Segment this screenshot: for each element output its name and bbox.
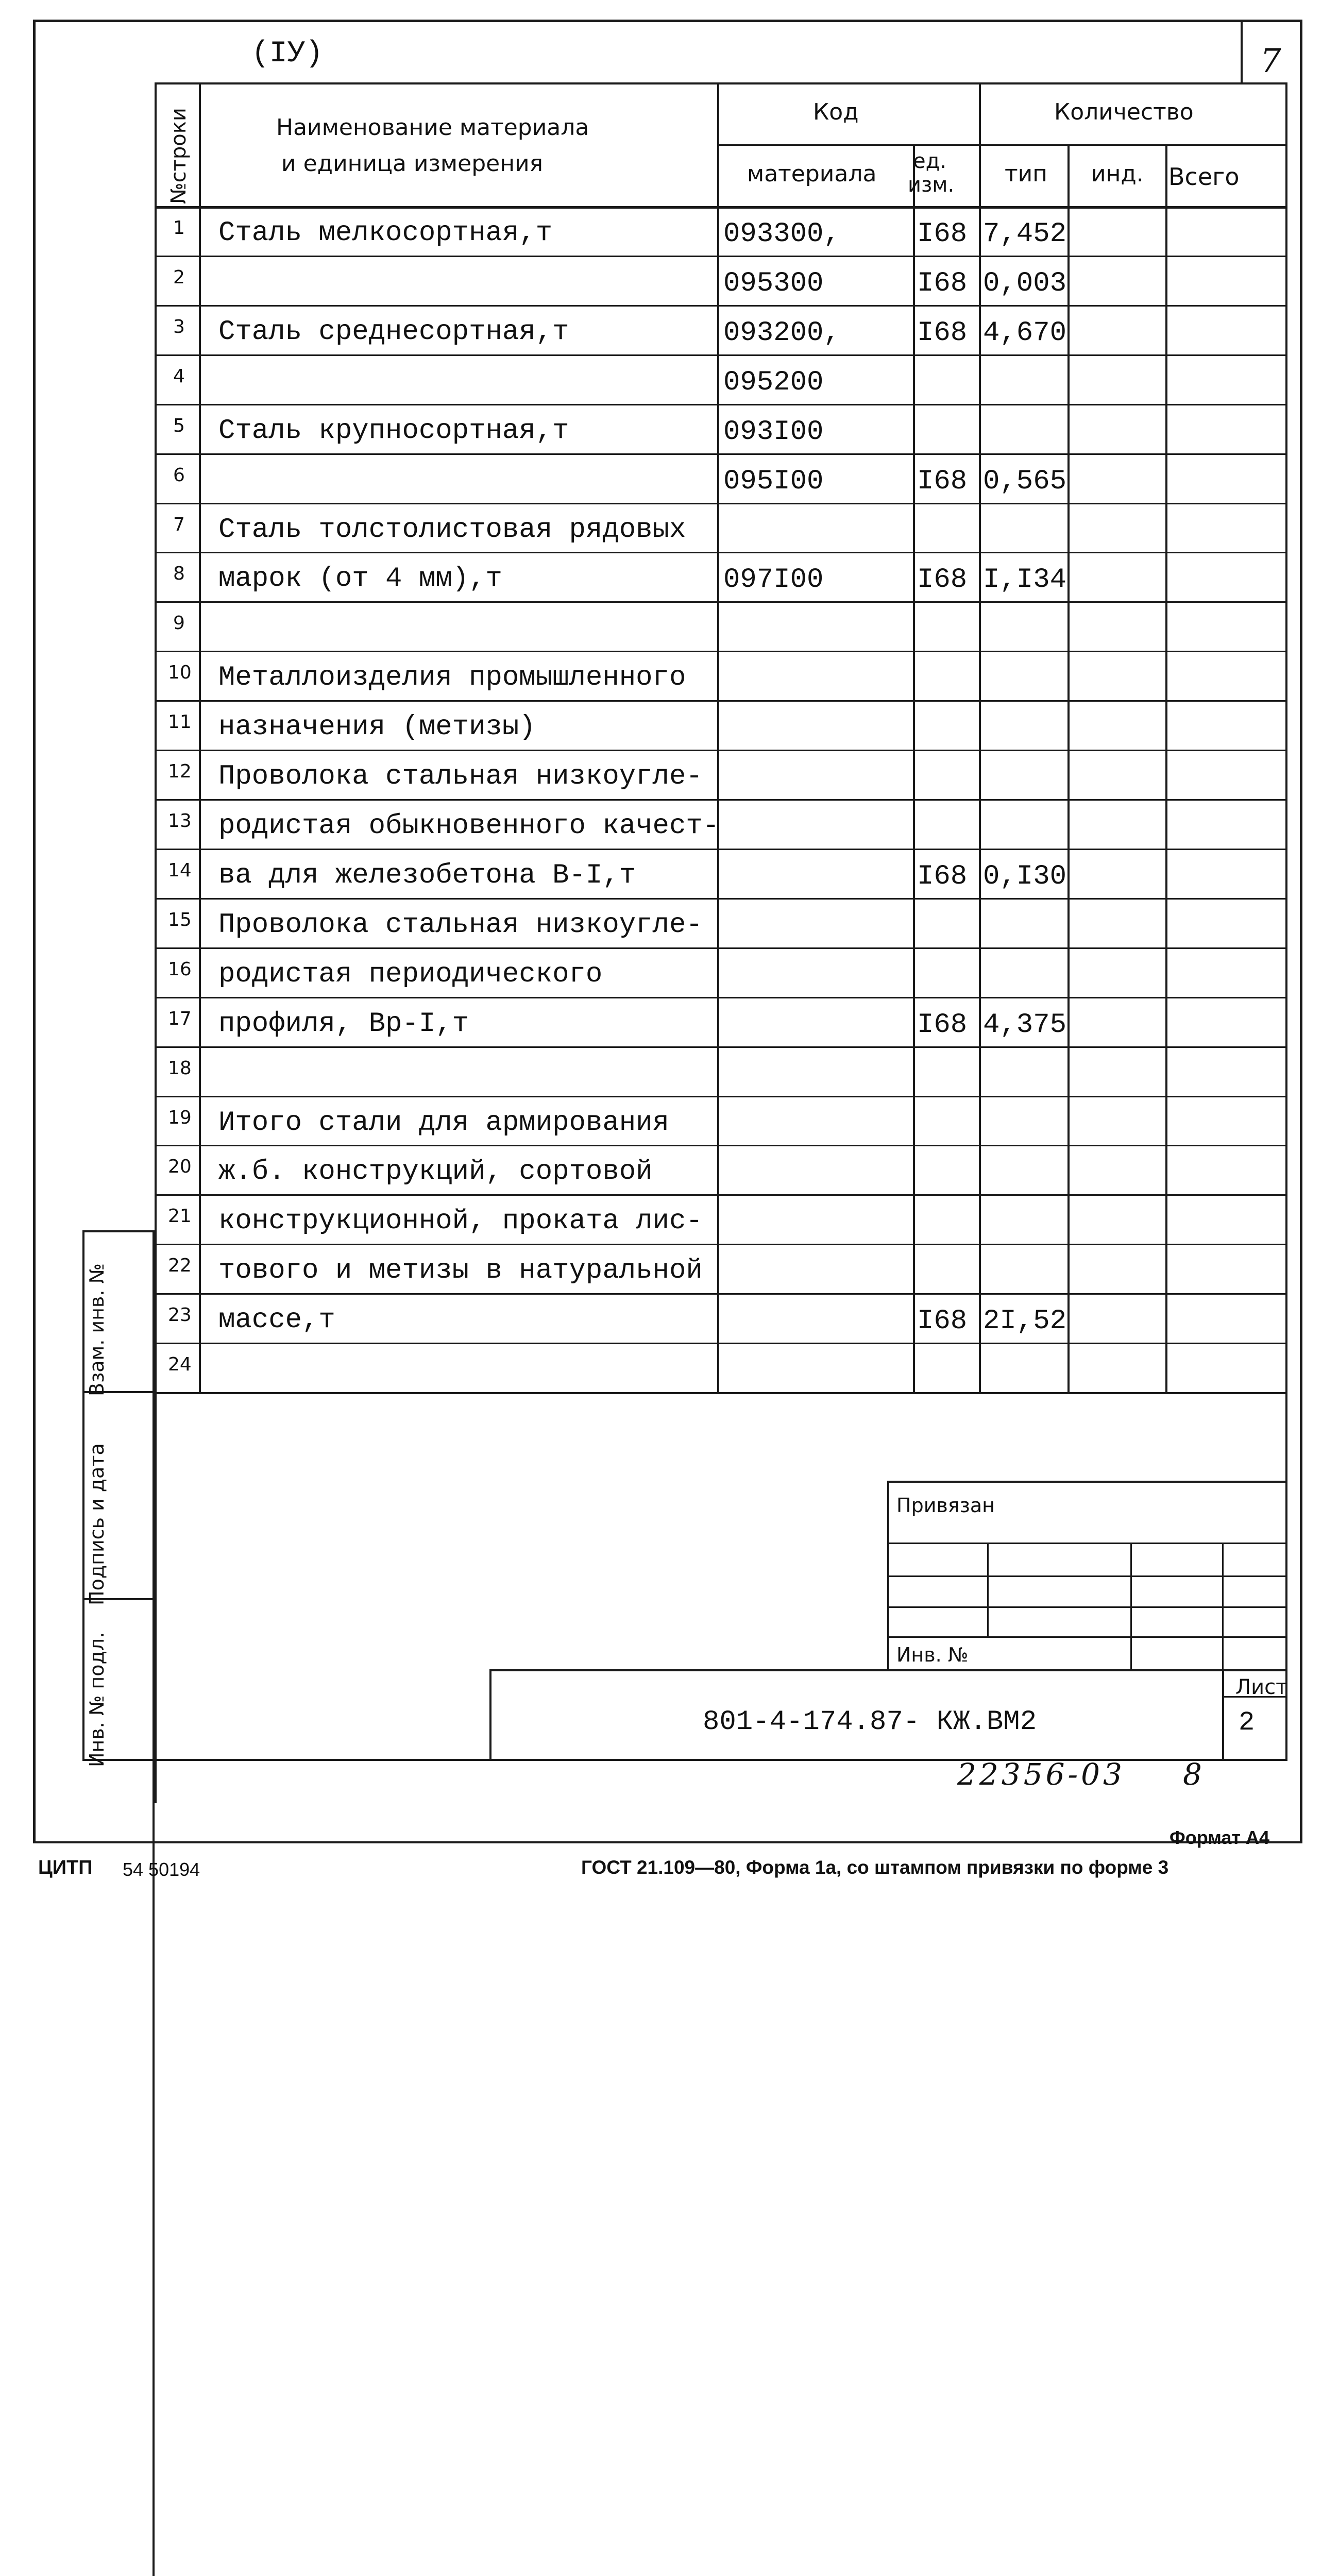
row-name: родистая периодического <box>218 958 603 990</box>
header-code-unit-line2: изм. <box>908 173 955 197</box>
row-line-10 <box>155 651 1285 652</box>
footer-left: ЦИТП <box>38 1857 93 1878</box>
row-number: 19 <box>168 1107 192 1128</box>
row-number: 6 <box>173 464 185 486</box>
title-left <box>489 1669 491 1761</box>
row-line-7 <box>155 503 1285 504</box>
footer-format: Формат А4 <box>1169 1827 1270 1848</box>
row-code: 095I00 <box>723 465 824 497</box>
header-code: Код <box>813 99 859 125</box>
row-number: 1 <box>173 217 185 239</box>
header-qty-total: Всего <box>1168 163 1240 191</box>
row-number: 16 <box>168 958 192 980</box>
row-type: 4,670 <box>983 317 1067 349</box>
row-number: 11 <box>168 711 192 733</box>
row-type: 4,375 <box>983 1009 1067 1041</box>
row-number: 7 <box>173 514 185 535</box>
row-number: 3 <box>173 316 185 337</box>
row-line-20 <box>155 1145 1285 1146</box>
header-row-number: №строки <box>167 108 191 204</box>
row-number: 18 <box>168 1057 192 1079</box>
header-name-line1: Наименование материала <box>276 114 589 141</box>
stamp-col-2 <box>1130 1543 1132 1669</box>
row-code: 095300 <box>723 267 824 299</box>
row-line-21 <box>155 1194 1285 1196</box>
row-name: Сталь мелкосортная,т <box>218 217 553 249</box>
row-number: 12 <box>168 761 192 783</box>
header-sub-line <box>717 144 1285 146</box>
header-qty-ind: инд. <box>1091 161 1144 187</box>
stamp-list-value: 2 <box>1239 1707 1255 1738</box>
row-line-2 <box>155 256 1285 257</box>
side-col-left <box>82 1230 84 1761</box>
header-qty-type: тип <box>1005 161 1047 187</box>
row-type: I,I34 <box>983 564 1067 596</box>
row-line-5 <box>155 404 1285 405</box>
table-header-bottom <box>155 206 1285 209</box>
col-type-ind <box>1067 144 1070 1392</box>
side-col-right <box>152 1230 155 2576</box>
row-line-3 <box>155 305 1285 307</box>
row-type: 7,452 <box>983 218 1067 250</box>
row-type: 0,565 <box>983 465 1067 497</box>
row-line-4 <box>155 354 1285 356</box>
row-line-8 <box>155 552 1285 553</box>
row-number: 14 <box>168 859 192 881</box>
row-unit: I68 <box>917 860 968 892</box>
row-line-22 <box>155 1244 1285 1245</box>
row-code: 093200, <box>723 317 840 349</box>
row-number: 22 <box>168 1255 192 1277</box>
stamp-top <box>887 1481 1285 1483</box>
row-line-15 <box>155 898 1285 900</box>
header-code-material: материала <box>747 161 877 187</box>
side-col-sep-1 <box>82 1230 155 1232</box>
row-number: 13 <box>168 810 192 832</box>
header-code-unit-line1: ед. <box>913 149 946 173</box>
row-number: 8 <box>173 563 185 585</box>
col-right <box>1285 82 1287 1761</box>
row-code: 097I00 <box>723 564 824 596</box>
side-label-inv-podl: Инв. № подл. <box>86 1632 108 1767</box>
handwritten-page: 8 <box>1183 1757 1202 1792</box>
row-unit: I68 <box>917 218 968 250</box>
footer-gost: ГОСТ 21.109—80, Форма 1а, со штампом привязки по форме 3 <box>581 1857 1169 1878</box>
row-number: 9 <box>173 613 185 634</box>
row-line-24 <box>155 1343 1285 1344</box>
table-bottom <box>155 1392 1285 1394</box>
handwritten-number: 22356-03 <box>957 1757 1125 1792</box>
row-name: Сталь толстолистовая рядовых <box>218 514 686 546</box>
footer-left-number: 54 50194 <box>123 1859 200 1880</box>
stamp-inv-no: Инв. № <box>896 1643 969 1666</box>
side-label-vzam: Взам. инв. № <box>86 1263 108 1396</box>
row-name: Сталь среднесортная,т <box>218 316 569 348</box>
row-name: Проволока стальная низкоугле- <box>218 909 703 941</box>
row-line-17 <box>155 997 1285 998</box>
row-number: 2 <box>173 266 185 288</box>
row-unit: I68 <box>917 465 968 497</box>
title-list-left <box>1222 1669 1224 1761</box>
stamp-line-1 <box>887 1543 1285 1544</box>
corner-number: 7 <box>1260 42 1281 80</box>
row-unit: I68 <box>917 564 968 596</box>
row-type: 0,003 <box>983 267 1067 299</box>
row-code: 093300, <box>723 218 840 250</box>
section-label: (IУ) <box>251 37 324 71</box>
row-name: Сталь крупносортная,т <box>218 415 569 447</box>
row-line-19 <box>155 1096 1285 1097</box>
row-number: 24 <box>168 1354 192 1376</box>
header-name-line2: и единица измерения <box>281 150 544 177</box>
col-ind-total <box>1165 144 1167 1392</box>
row-name: конструкционной, проката лис- <box>218 1206 703 1238</box>
stamp-col-1 <box>987 1543 989 1636</box>
row-line-18 <box>155 1046 1285 1048</box>
row-unit: I68 <box>917 1306 968 1337</box>
row-line-16 <box>155 947 1285 949</box>
row-number: 5 <box>173 415 185 436</box>
header-quantity: Количество <box>1054 99 1194 125</box>
stamp-designation: 801-4-174.87- КЖ.ВМ2 <box>703 1706 1037 1738</box>
row-number: 23 <box>168 1304 192 1326</box>
row-line-6 <box>155 453 1285 455</box>
title-top <box>489 1669 1285 1671</box>
row-number: 20 <box>168 1156 192 1178</box>
row-code: 093I00 <box>723 416 824 448</box>
row-name: родистая обыкновенного качест- <box>218 810 720 842</box>
row-number: 17 <box>168 1008 192 1029</box>
row-number: 21 <box>168 1206 192 1227</box>
row-name: Проволока стальная низкоугле- <box>218 761 703 793</box>
row-line-13 <box>155 799 1285 801</box>
row-line-12 <box>155 750 1285 751</box>
row-name: ва для железобетона В-I,т <box>218 859 636 891</box>
row-number: 10 <box>168 662 192 684</box>
col-code-unit <box>913 144 915 1392</box>
row-name: назначения (метизы) <box>218 711 536 743</box>
row-type: 2I,52 <box>983 1306 1067 1337</box>
row-unit: I68 <box>917 317 968 349</box>
row-code: 095200 <box>723 366 824 398</box>
row-name: профиля, Вр-I,т <box>218 1008 469 1040</box>
row-unit: I68 <box>917 267 968 299</box>
row-name: Итого стали для армирования <box>218 1107 669 1139</box>
stamp-line-4 <box>887 1636 1285 1638</box>
row-line-9 <box>155 601 1285 603</box>
row-type: 0,I30 <box>983 860 1067 892</box>
row-unit: I68 <box>917 1009 968 1041</box>
row-line-23 <box>155 1293 1285 1295</box>
row-name: Металлоизделия промышленного <box>218 662 686 694</box>
stamp-line-2 <box>887 1575 1285 1577</box>
row-name: массе,т <box>218 1304 335 1336</box>
row-number: 15 <box>168 909 192 930</box>
stamp-line-3 <box>887 1606 1285 1608</box>
table-top <box>155 82 1285 84</box>
row-number: 4 <box>173 365 185 387</box>
row-name: марок (от 4 мм),т <box>218 563 502 595</box>
stamp-list-label: Лист <box>1235 1675 1288 1699</box>
row-name: тового и метизы в натуральной <box>218 1255 703 1287</box>
side-label-podpis: Подпись и дата <box>86 1443 108 1605</box>
row-line-14 <box>155 849 1285 850</box>
stamp-left <box>887 1481 889 1669</box>
col-left <box>155 82 157 1803</box>
stamp-col-3 <box>1222 1543 1224 1669</box>
stamp-privyazan: Привязан <box>896 1494 995 1517</box>
row-name: ж.б. конструкций, сортовой <box>218 1156 653 1188</box>
row-line-11 <box>155 700 1285 702</box>
